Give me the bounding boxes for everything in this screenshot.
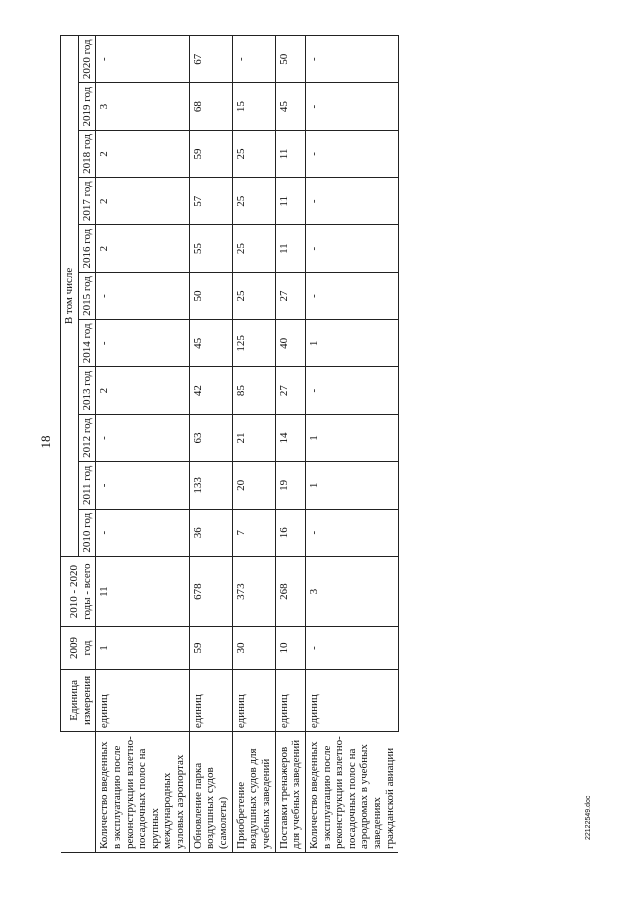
cell-year: 1 <box>305 462 398 509</box>
row-unit: единиц <box>275 669 305 731</box>
cell-year: 19 <box>275 462 305 509</box>
header-year: 2011 год <box>78 462 96 509</box>
cell-year: 133 <box>189 462 232 509</box>
cell-total: 268 <box>275 556 305 627</box>
header-year: 2013 год <box>78 367 96 414</box>
cell-year: 14 <box>275 414 305 461</box>
footer-doc-name: 22122549.doc <box>585 795 592 840</box>
header-unit: Единица измерения <box>61 669 96 731</box>
table-row <box>96 36 189 853</box>
cell-2009: 1 <box>96 627 189 669</box>
header-incl: В том числе <box>61 36 79 557</box>
page-number: 18 <box>38 435 53 449</box>
rotated-table-container <box>60 35 610 853</box>
cell-year: - <box>96 462 189 509</box>
cell-year: 1 <box>305 414 398 461</box>
cell-year: 85 <box>232 367 275 414</box>
cell-year: 20 <box>232 462 275 509</box>
cell-year: 11 <box>275 178 305 225</box>
row-unit: единиц <box>232 669 275 731</box>
cell-year: 2 <box>96 367 189 414</box>
cell-year: 27 <box>275 367 305 414</box>
row-name: Количество введенных в эксплуатацию после реконструкции взлетно-посадочных полос на аэродромах в учебных заведениях гражданской авиации <box>305 732 398 853</box>
cell-total: 678 <box>189 556 232 627</box>
cell-year: 3 <box>96 83 189 130</box>
header-name <box>61 732 96 853</box>
header-row-1 <box>61 36 79 853</box>
cell-year: - <box>232 36 275 83</box>
cell-year: 27 <box>275 272 305 319</box>
cell-year: 2 <box>96 130 189 177</box>
table-row <box>189 36 232 853</box>
cell-year: 42 <box>189 367 232 414</box>
cell-year: - <box>96 320 189 367</box>
row-name: Приобретение воздушных судов для учебных заведений <box>232 732 275 853</box>
cell-year: - <box>305 225 398 272</box>
cell-year: 25 <box>232 272 275 319</box>
cell-2009: 30 <box>232 627 275 669</box>
header-year: 2019 год <box>78 83 96 130</box>
cell-year: 25 <box>232 225 275 272</box>
cell-year: 63 <box>189 414 232 461</box>
cell-2009: 59 <box>189 627 232 669</box>
header-total: 2010 - 2020 годы - всего <box>61 556 96 627</box>
cell-year: 40 <box>275 320 305 367</box>
cell-year: 55 <box>189 225 232 272</box>
table-row <box>275 36 305 853</box>
cell-year: 2 <box>96 225 189 272</box>
cell-year: - <box>305 367 398 414</box>
table-row <box>232 36 275 853</box>
cell-year: 68 <box>189 83 232 130</box>
cell-year: 1 <box>305 320 398 367</box>
header-2009: 2009 год <box>61 627 96 669</box>
header-year: 2016 год <box>78 225 96 272</box>
cell-year: - <box>305 272 398 319</box>
header-year: 2014 год <box>78 320 96 367</box>
header-year: 2020 год <box>78 36 96 83</box>
cell-year: - <box>96 36 189 83</box>
cell-year: 11 <box>275 130 305 177</box>
cell-year: 125 <box>232 320 275 367</box>
table-row <box>305 36 398 853</box>
row-unit: единиц <box>96 669 189 731</box>
cell-year: - <box>305 83 398 130</box>
row-name: Количество введенных в эксплуатацию после реконструкции взлетно-посадочных полос на крупных международных узловых аэропортах <box>96 732 189 853</box>
cell-year: - <box>96 509 189 556</box>
cell-total: 3 <box>305 556 398 627</box>
cell-2009: - <box>305 627 398 669</box>
cell-year: 21 <box>232 414 275 461</box>
cell-year: 57 <box>189 178 232 225</box>
cell-year: 45 <box>275 83 305 130</box>
cell-year: 2 <box>96 178 189 225</box>
cell-year: - <box>305 130 398 177</box>
row-unit: единиц <box>305 669 398 731</box>
cell-year: 45 <box>189 320 232 367</box>
cell-year: - <box>96 272 189 319</box>
cell-year: 50 <box>189 272 232 319</box>
cell-year: 25 <box>232 130 275 177</box>
cell-year: - <box>96 414 189 461</box>
cell-year: 50 <box>275 36 305 83</box>
cell-year: 16 <box>275 509 305 556</box>
data-table <box>60 35 399 853</box>
header-year: 2018 год <box>78 130 96 177</box>
cell-year: - <box>305 509 398 556</box>
cell-year: 67 <box>189 36 232 83</box>
row-name: Обновление парка воздушных судов (самолеты) <box>189 732 232 853</box>
cell-year: 15 <box>232 83 275 130</box>
cell-total: 373 <box>232 556 275 627</box>
header-year: 2017 год <box>78 178 96 225</box>
cell-year: 36 <box>189 509 232 556</box>
header-year: 2015 год <box>78 272 96 319</box>
cell-year: 25 <box>232 178 275 225</box>
row-name: Поставки тренажеров для учебных заведений <box>275 732 305 853</box>
cell-year: 59 <box>189 130 232 177</box>
header-year: 2010 год <box>78 509 96 556</box>
cell-total: 11 <box>96 556 189 627</box>
cell-year: 11 <box>275 225 305 272</box>
row-unit: единиц <box>189 669 232 731</box>
cell-year: 7 <box>232 509 275 556</box>
cell-year: - <box>305 36 398 83</box>
cell-year: - <box>305 178 398 225</box>
header-year: 2012 год <box>78 414 96 461</box>
cell-2009: 10 <box>275 627 305 669</box>
